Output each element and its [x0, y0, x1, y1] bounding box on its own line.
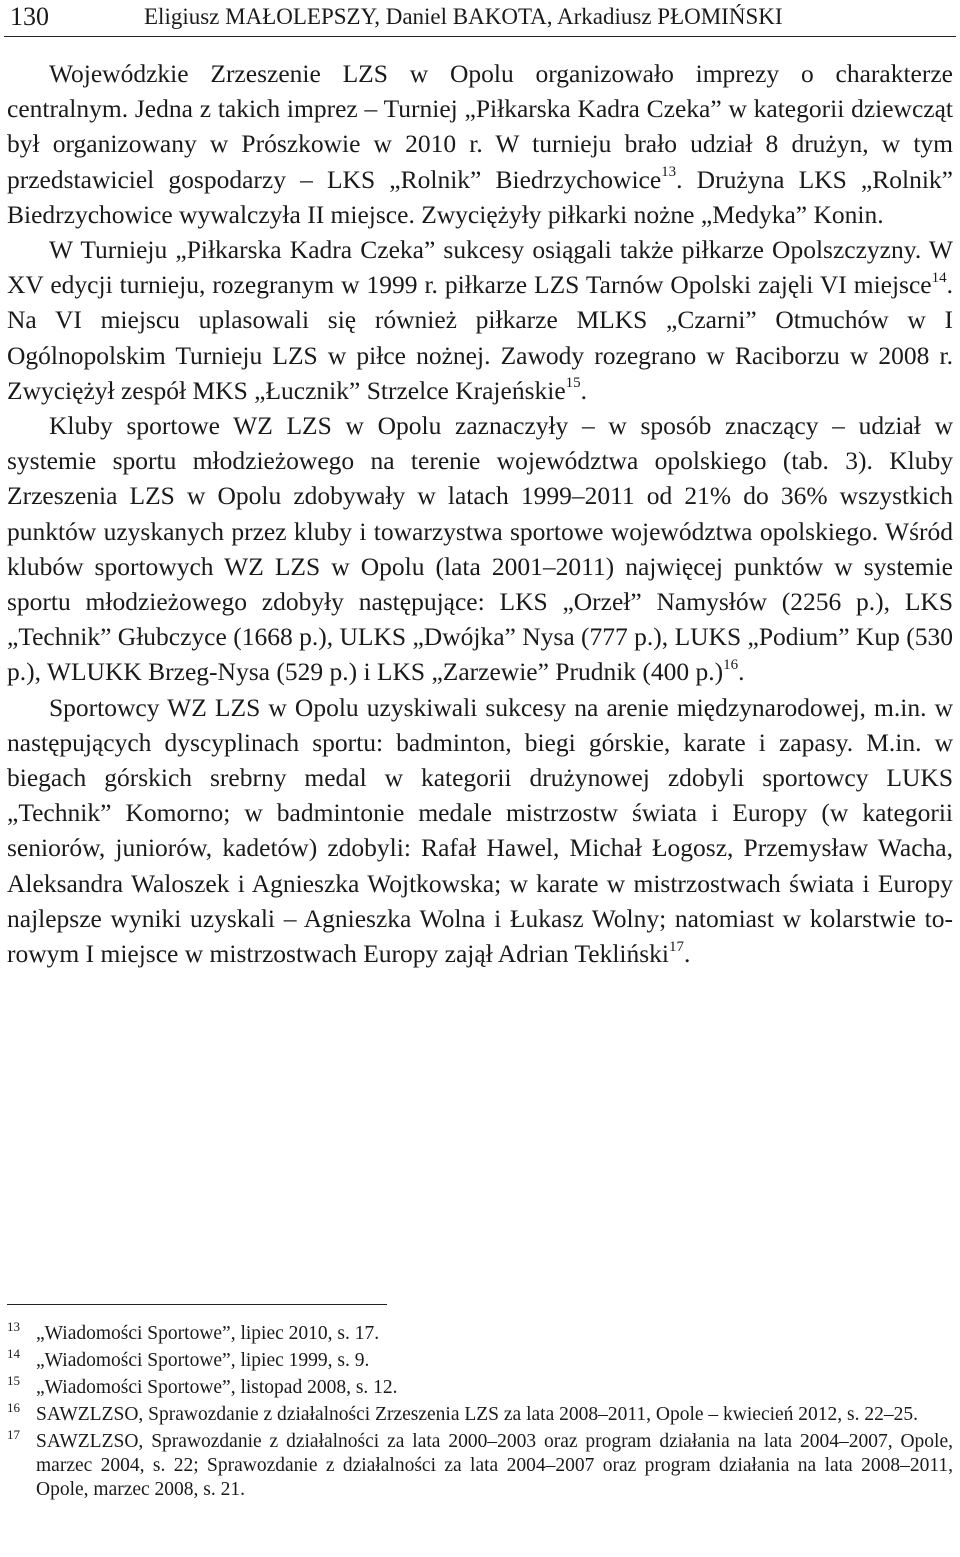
footnote-ref-13[interactable]: 13 [661, 164, 677, 181]
footnote-ref-16[interactable]: 16 [723, 656, 739, 673]
running-header-authors: Eligiusz MAŁOLEPSZY, Daniel BAKOTA, Arkadiusz PŁOMIŃSKI [144, 4, 783, 29]
paragraph-text: Sportowcy WZ LZS w Opolu uzyskiwali sukcesy na arenie międzynarodowej, m.in. w następujących dyscyplinach sportu: badminton, biegi górskie, karate i zapasy. M.in. w biegach górskich srebrny medal w kategorii drużynowej zdobyli sportowcy LUKS „Technik” Komorno; w badmintonie medale mistrzostw świata i Europy (w kategorii seniorów, juniorów, kadetów) zdobyli: Rafał Hawel, Michał Łogosz, Przemysław Wacha, Aleksandra Waloszek i Agnieszka Wojtkowska; w karate w mistrzostwach świata i Europy najlepsze wyniki uzyskali – Agnieszka Wolna i Łukasz Wolny; natomiast w kolarstwie torowym I miejsce w mistrzostwach Europy zajął Adrian Tekliński [7, 692, 953, 969]
running-header [4, 0, 956, 37]
footnote-15 [7, 1373, 953, 1400]
page-number: 130 [10, 2, 49, 31]
paragraph-text: . [738, 657, 745, 687]
footnote-number: 13 [7, 1319, 20, 1334]
footnote-ref-15[interactable]: 15 [565, 375, 581, 392]
footnote-number: 15 [7, 1373, 20, 1388]
paragraph-4 [7, 690, 953, 972]
paragraph-text: . [580, 375, 588, 405]
paragraph-text: . [684, 939, 691, 969]
footnote-text: SAWZLZSO, Sprawozdanie z działalności za lata 2000–2003 oraz program działania na lata 2004–2007, Opole, marzec 2004, s. 22; Sprawozdanie z działalności za lata 2004–2007 oraz program działania na lata 2008–2011, Opole, marzec 2008, s. 21. [36, 1431, 953, 1500]
footnote-ref-14[interactable]: 14 [931, 269, 947, 286]
footnote-16 [7, 1400, 953, 1427]
footnote-text: SAWZLZSO, Sprawozdanie z działalności Zrzeszenia LZS za lata 2008–2011, Opole – kwiecień 2012, s. 22–25. [36, 1404, 919, 1425]
footnote-text: „Wiadomości Sportowe”, listopad 2008, s. 12. [36, 1377, 398, 1398]
footnote-ref-17[interactable]: 17 [669, 938, 685, 955]
paragraph-text: Wojewódzkie Zrzeszenie LZS w Opolu organizowało imprezy o charakterze centralnym. Jedna z takich imprez – Turniej „Piłkarska Kadra Czeka” w kategorii dziewcząt był organizowany w Prószkowie w 2010 r. W turnieju brało udział 8 drużyn, w tym przedstawiciel gospodarzy – LKS „Rolnik” Biedrzychowice [7, 59, 953, 194]
paragraph-text: . Drużyna LKS „Rolnik” Biedrzychowice wywalczyła II miejsce. Zwyciężyły piłkarki nożne „Medyka” Konin. [7, 164, 953, 229]
footnote-17 [7, 1427, 953, 1502]
footnote-text: „Wiadomości Sportowe”, lipiec 2010, s. 17. [36, 1323, 380, 1344]
main-text [7, 56, 953, 971]
footnote-separator [7, 1304, 387, 1305]
paragraph-text: . Na VI miejscu uplasowali się również piłkarze MLKS „Czarni” Otmuchów w I Ogólnopolskim Turnieju LZS w piłce nożnej. Zawody rozegrano w Raciborzu w 2008 r. Zwyciężył zespół MKS „Łucznik” Strzelce Krajeńskie [7, 270, 953, 405]
paragraph-1 [7, 56, 953, 232]
paragraph-text: Kluby sportowe WZ LZS w Opolu zaznaczyły – w sposób znaczący – udział w systemie sportu młodzieżowego na terenie województwa opolskiego (tab. 3). Kluby Zrzeszenia LZS w Opolu zdobywały w latach 1999–2011 od 21% do 36% wszystkich punktów uzyskanych przez kluby i towarzystwa sportowe województwa opolskiego. Wśród klubów sportowych WZ LZS w Opolu (lata 2001–2011) najwięcej punktów w systemie sportu młodzieżowego zdobyły następujące: LKS „Orzeł” Namysłów (2256 p.), LKS „Technik” Głubczyce (1668 p.), ULKS „Dwójka” Nysa (777 p.), LUKS „Podium” Kup (530 p.), WLUKK Brzeg-Nysa (529 p.) i LKS „Zarzewie” Prudnik (400 p.) [7, 411, 953, 687]
footnote-14 [7, 1346, 953, 1373]
footnote-number: 16 [7, 1400, 20, 1415]
paragraph-3 [7, 408, 953, 690]
footnotes [7, 1319, 953, 1505]
footnote-13 [7, 1319, 953, 1346]
paragraph-text: W Turnieju „Piłkarska Kadra Czeka” sukcesy osiągali także piłkarze Opolszczyzny. W XV edycji turnieju, rozegranym w 1999 r. piłkarze LZS Tarnów Opolski zajęli VI miejsce [7, 235, 953, 300]
footnote-number: 17 [7, 1427, 20, 1442]
paragraph-2 [7, 232, 953, 408]
footnote-text: „Wiadomości Sportowe”, lipiec 1999, s. 9. [36, 1350, 370, 1371]
footnote-number: 14 [7, 1346, 20, 1361]
